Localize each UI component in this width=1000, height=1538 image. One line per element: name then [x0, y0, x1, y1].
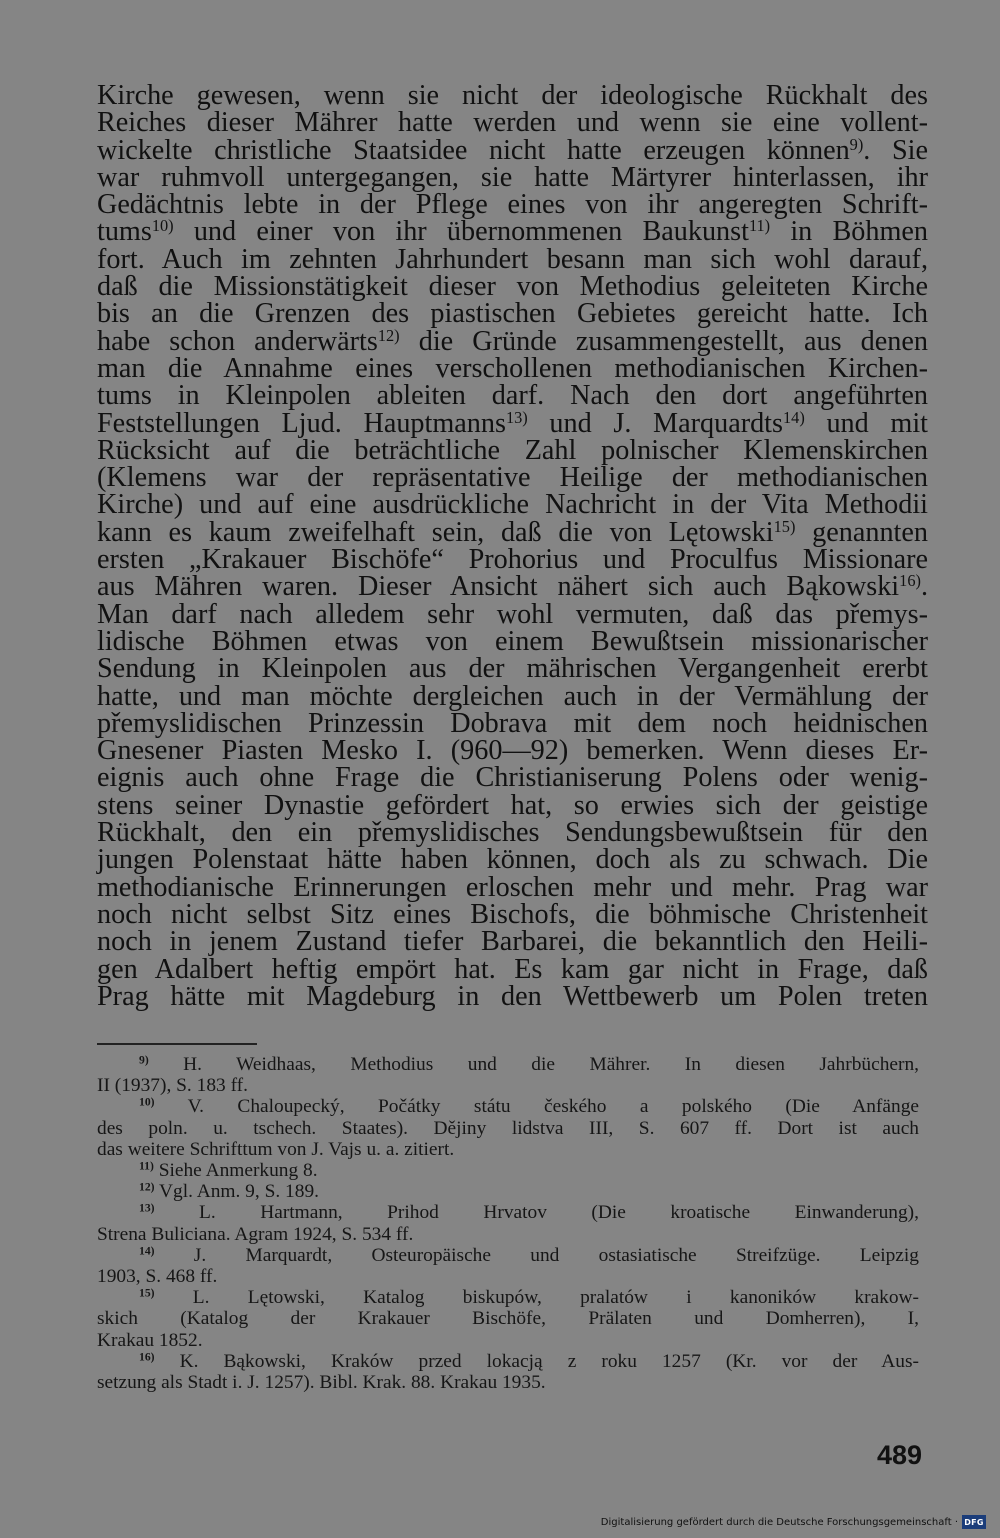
text-line: jungen Polenstaat hätte haben können, doch als zu schwach. Die: [97, 844, 928, 876]
footnote-line: skich (Katalog der Krakauer Bischöfe, Prälaten und Domherren), I,: [97, 1308, 919, 1330]
text-line: lidische Böhmen etwas von einem Bewußtsein missionarischer: [97, 625, 928, 657]
main-text: [97, 82, 928, 1010]
text-line: Gnesener Piasten Mesko I. (960—92) bemerken. Wenn dieses Er-: [97, 735, 928, 767]
footnote-line: setzung als Stadt i. J. 1257). Bibl. Krak. 88. Krakau 1935.: [97, 1372, 546, 1394]
text-line: stens seiner Dynastie gefördert hat, so erwies sich der geistige: [97, 789, 928, 821]
text-line: Kirche gewesen, wenn sie nicht der ideologische Rückhalt des: [97, 80, 928, 111]
footnote-line: $^{15)}$ L. Lętowski, Katalog biskupów, pralatów i kanoników krakow-: [139, 1286, 919, 1309]
footnote-line: Strena Buliciana. Agram 1924, S. 534 ff.: [97, 1223, 414, 1245]
text-line: Feststellungen Ljud. Hauptmanns$^{13)}$ und J. Marquardts$^{14)}$ und mit: [97, 407, 928, 439]
footnote-line: Krakau 1852.: [97, 1329, 203, 1351]
page-number: 489: [877, 1440, 923, 1470]
footnote-line: $^{10)}$ V. Chaloupecký, Počátky státu českého a polského (Die Anfänge: [139, 1096, 919, 1118]
footnote-number: 12): [139, 1180, 155, 1194]
footnote-number: 10): [139, 1096, 155, 1110]
footnote-number: 11): [139, 1159, 154, 1173]
footnote-line: $^{16)}$ K. Bąkowski, Kraków przed lokacją z roku 1257 (Kr. vor der Aus-: [139, 1350, 919, 1372]
footnote-line: 1903, S. 468 ff.: [97, 1266, 218, 1288]
footnote: [97, 1096, 919, 1160]
text-line: fort. Auch im zehnten Jahrhundert besann man sich wohl darauf,: [97, 243, 928, 275]
text-line: habe schon anderwärts$^{12)}$ die Gründe zusammengestellt, aus denen: [97, 325, 928, 357]
text-line: (Klemens war der repräsentative Heilige der methodianischen: [97, 462, 928, 494]
text-line: Kirche) und auf eine ausdrückliche Nachricht in der Vita Methodii: [97, 489, 928, 521]
footnote: [97, 1202, 919, 1244]
footnotes: [97, 1054, 919, 1393]
text-line: wickelte christliche Staatsidee nicht hatte erzeugen können$^{9)}$. Sie: [97, 134, 928, 166]
text-line: noch nicht selbst Sitz eines Bischofs, die böhmische Christenheit: [97, 898, 928, 930]
footnote: [97, 1160, 919, 1181]
footnote-number: 13): [139, 1202, 155, 1216]
text-line: bis an die Grenzen des piastischen Gebietes gereicht hatte. Ich: [97, 298, 928, 330]
text-line: tums$^{10)}$ und einer von ihr übernommenen Baukunst$^{11)}$ in Böhmen: [97, 216, 928, 248]
text-line: Rückhalt, den ein přemyslidisches Sendungsbewußtsein für den: [97, 817, 928, 849]
text-line: war ruhmvoll untergegangen, sie hatte Märtyrer hinterlassen, ihr: [97, 161, 928, 193]
text-line: Reiches dieser Mährer hatte werden und wenn sie eine vollent-: [97, 107, 928, 139]
text-line: noch in jenem Zustand tiefer Barbarei, die bekanntlich den Heili-: [97, 926, 928, 958]
footnote-number: 14): [139, 1244, 155, 1258]
text-line: aus Mähren waren. Dieser Ansicht nähert sich auch Bąkowski$^{16)}$.: [97, 571, 928, 603]
text-line: Man darf nach alledem sehr wohl vermuten, daß das přemys-: [97, 598, 928, 630]
text-line: kann es kaum zweifelhaft sein, daß die von Lętowski$^{15)}$ genannten: [97, 516, 928, 548]
footnote: [97, 1054, 919, 1096]
footnote: [97, 1181, 919, 1202]
footnote-line: $^{14)}$ J. Marquardt, Osteuropäische und ostasiatische Streifzüge. Leipzig: [139, 1244, 919, 1266]
footnote-number: 15): [139, 1286, 155, 1300]
footnote-separator: [97, 1043, 257, 1045]
text-line: Gedächtnis lebte in der Pflege eines von ihr angeregten Schrift-: [97, 189, 928, 221]
text-line: přemyslidischen Prinzessin Dobrava mit dem noch heidnischen: [97, 707, 928, 739]
text-line: tums in Kleinpolen ableiten darf. Nach den dort angeführten: [97, 380, 928, 412]
footnote-line: II (1937), S. 183 ff.: [97, 1075, 248, 1097]
credit-text: Digitalisierung gefördert durch die Deutsche Forschungsgemeinschaft ·: [600, 1516, 958, 1528]
footnote: [97, 1245, 919, 1287]
footnote-number: 9): [139, 1053, 149, 1067]
footnote-number: 16): [139, 1350, 155, 1364]
footnote-line: $^{12)}$ Vgl. Anm. 9, S. 189.: [139, 1180, 319, 1203]
text-line: methodianische Erinnerungen erloschen mehr und mehr. Prag war: [97, 871, 928, 903]
digitization-credit: [601, 1513, 986, 1531]
text-line: ersten „Krakauer Bischöfe“ Prohorius und Proculfus Missionare: [97, 544, 928, 576]
text-line: Prag hätte mit Magdeburg in den Wettbewerb um Polen treten: [97, 980, 928, 1012]
dfg-logo-icon: DFG: [962, 1515, 986, 1529]
text-line: man die Annahme eines verschollenen methodianischen Kirchen-: [97, 352, 928, 384]
footnote-line: des poln. u. tschech. Staates). Dějiny lidstva III, S. 607 ff. Dort ist auch: [97, 1117, 919, 1139]
footnote: [97, 1351, 919, 1393]
footnote-line: $^{9)}$ H. Weidhaas, Methodius und die Mährer. In diesen Jahrbüchern,: [139, 1053, 919, 1075]
footnote-line: $^{11)}$ Siehe Anmerkung 8.: [139, 1159, 318, 1182]
text-line: Sendung in Kleinpolen aus der mährischen Vergangenheit ererbt: [97, 653, 928, 685]
footnote-line: $^{13)}$ L. Hartmann, Prihod Hrvatov (Die kroatische Einwanderung),: [139, 1202, 919, 1224]
text-line: eignis auch ohne Frage die Christianiserung Polens oder wenig-: [97, 762, 928, 794]
text-line: Rücksicht auf die beträchtliche Zahl polnischer Klemenskirchen: [97, 434, 928, 466]
text-line: hatte, und man möchte dergleichen auch in der Vermählung der: [97, 680, 928, 712]
footnote: [97, 1287, 919, 1351]
text-line: gen Adalbert heftig empört hat. Es kam gar nicht in Frage, daß: [97, 953, 928, 985]
text-line: daß die Missionstätigkeit dieser von Methodius geleiteten Kirche: [97, 271, 928, 303]
footnote-line: das weitere Schrifttum von J. Vajs u. a. zitiert.: [97, 1138, 455, 1160]
